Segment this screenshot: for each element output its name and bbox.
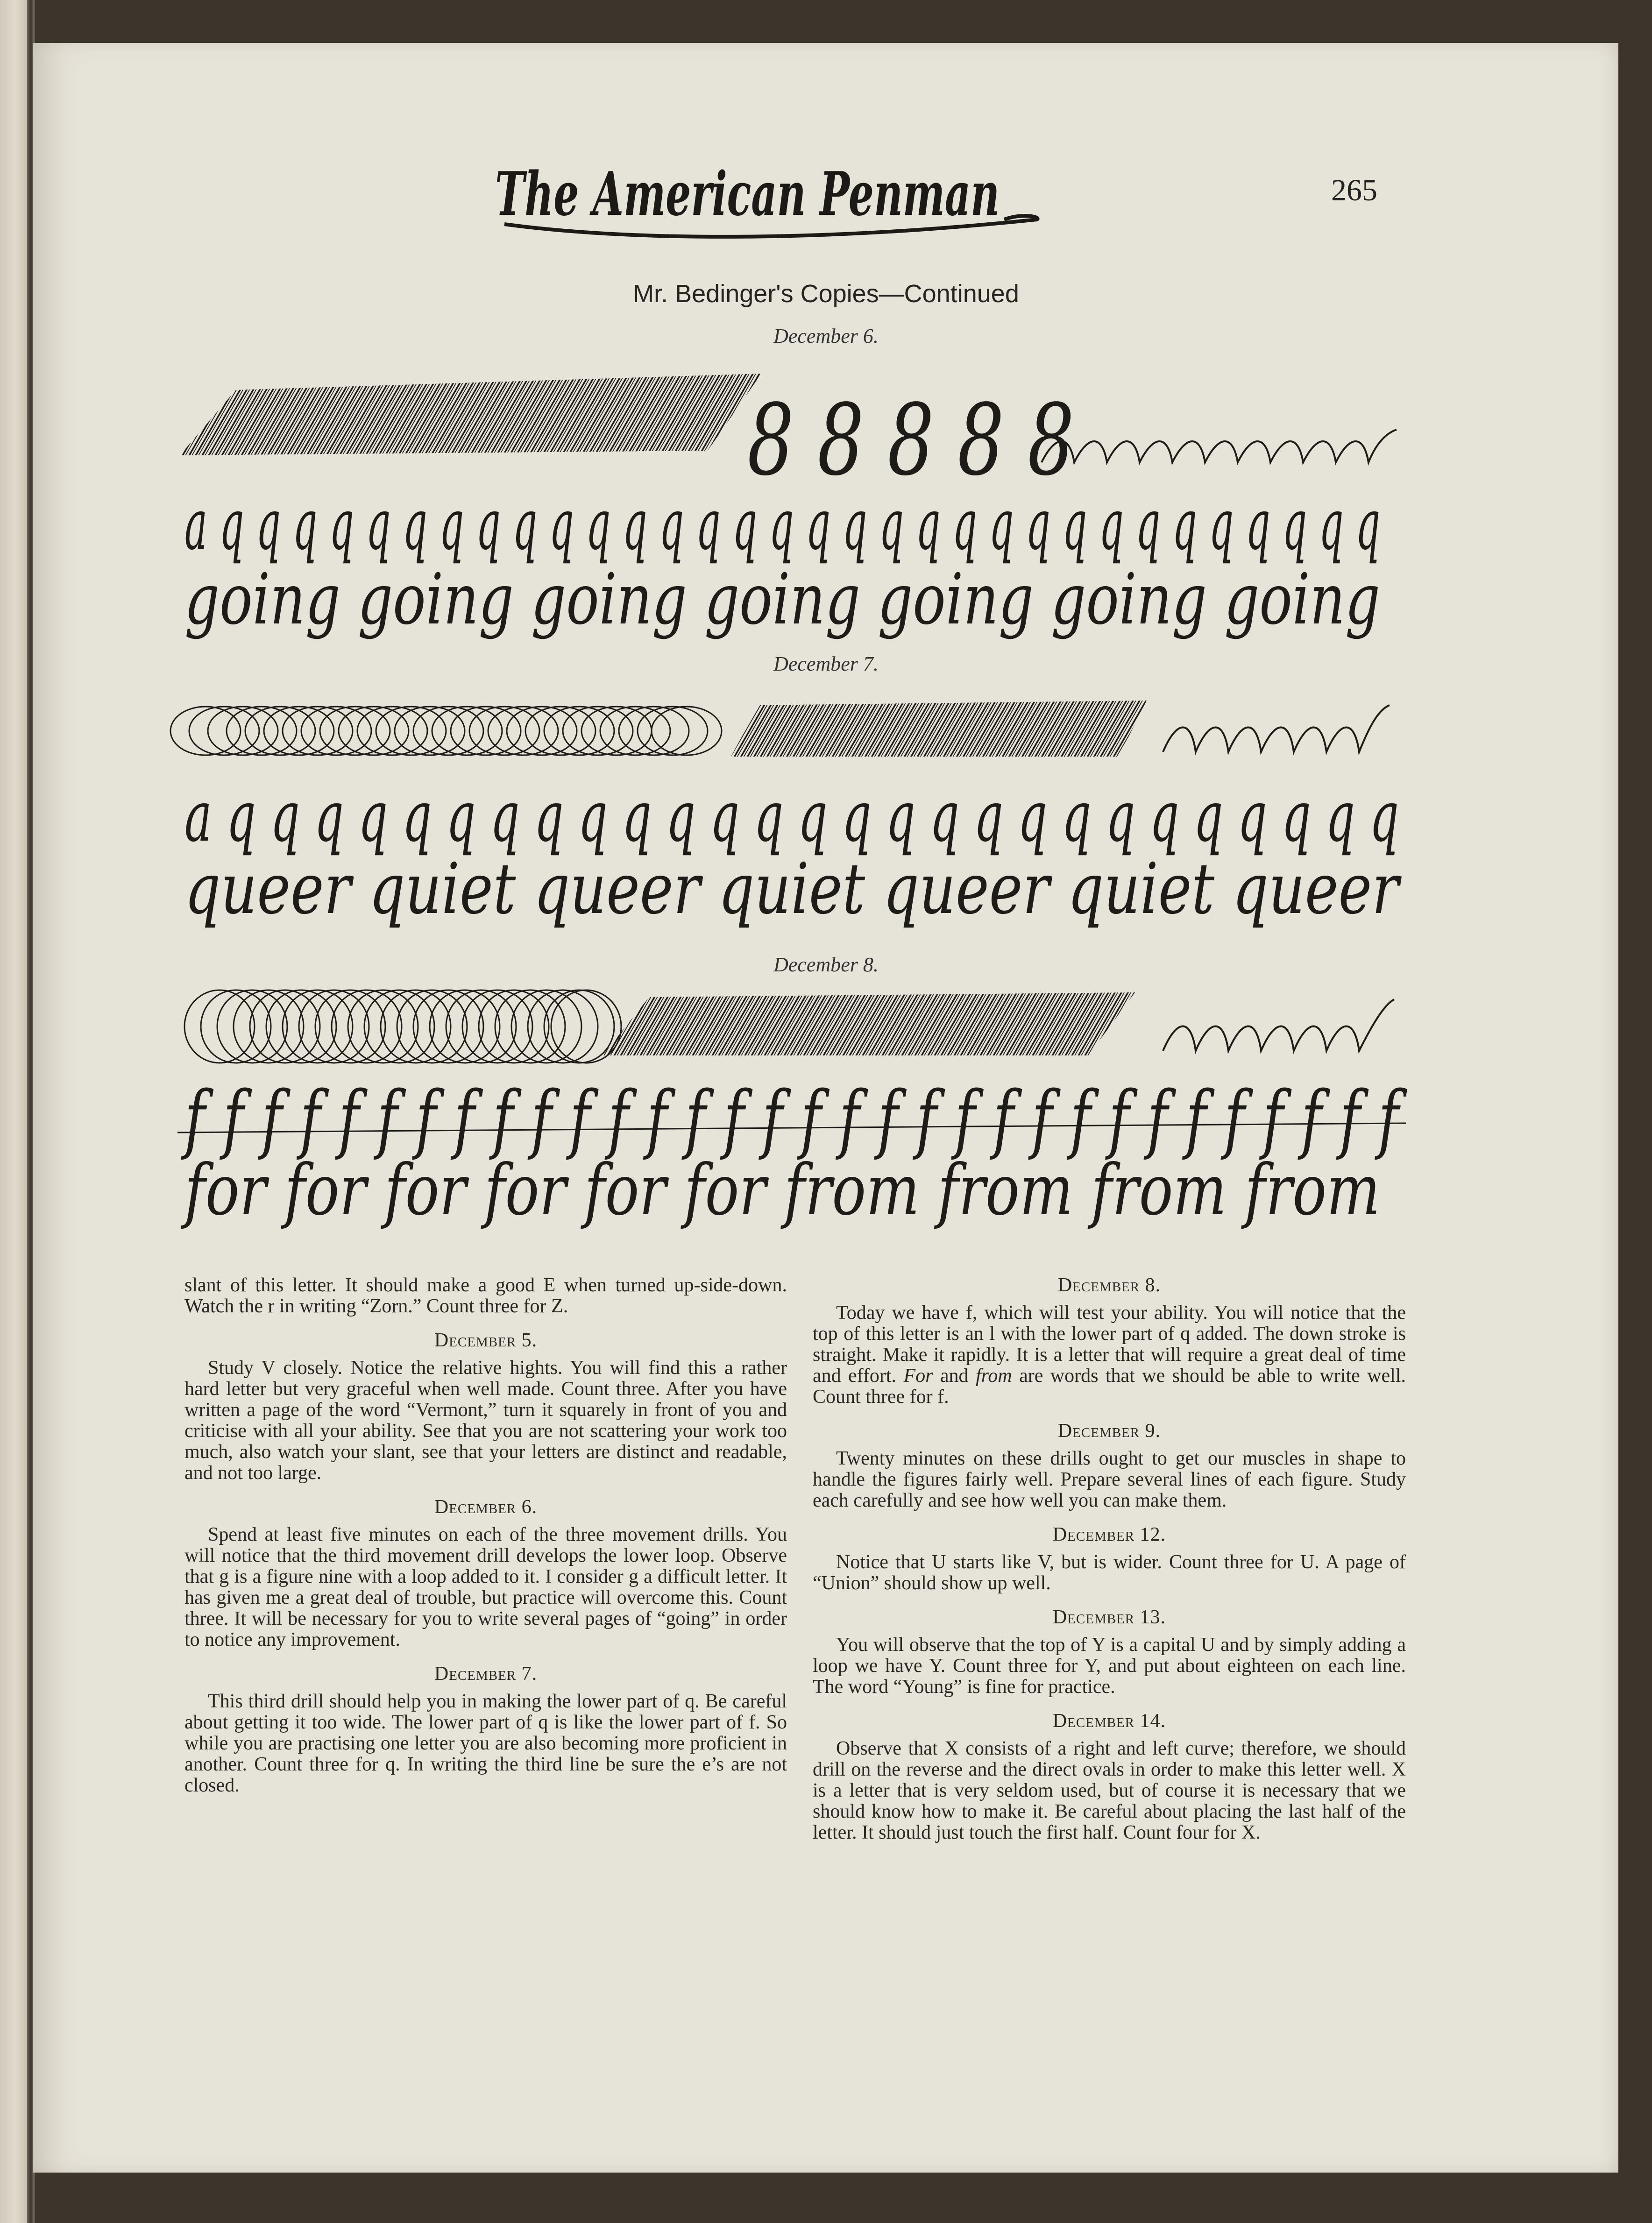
section-heading: December 8. bbox=[1057, 1274, 1161, 1296]
section-paragraph: Twenty minutes on these drills ought to get our muscles in shape to handle the figures fairly well. Prepare several lines of each figure. Study each carefully and see how well you can make them. bbox=[813, 1448, 1406, 1511]
page-number: 265 bbox=[1331, 173, 1377, 207]
section-paragraph: Observe that X consists of a right and left curve; therefore, we should drill on the reverse and the direct ovals in order to make this letter well. X is a letter that is very seldom used, but of course it is necessary that we should know how to make it. Be careful about placing the last half of the letter. It should just touch the first half. Count four for X. bbox=[813, 1738, 1406, 1843]
section-paragraph: You will observe that the top of Y is a capital U and by simply adding a loop we have Y. Count three for Y, and put about eighteen on each line. The word “Young” is fine for practice. bbox=[813, 1634, 1406, 1698]
dec6-drill-row bbox=[180, 374, 1397, 497]
dec6-figure-eights: 8 8 8 8 8 bbox=[747, 383, 1074, 497]
section-paragraph: Notice that U starts like V, but is wider. Count three for U. A page of “Union” should show up well. bbox=[813, 1551, 1406, 1594]
dec8-push-pull-drill bbox=[603, 992, 1135, 1055]
dec7-push-pull-drill bbox=[731, 701, 1147, 757]
dec6-line-g: a q q q q q q q q q q q q q q q q q q q q q q q q q q q q q q q q bbox=[184, 484, 1380, 566]
section-heading: December 14. bbox=[1052, 1710, 1166, 1732]
section-paragraph: Study V closely. Notice the relative hights. You will find this a rather hard letter but very graceful when well made. Count three. After you have written a page of the word “Vermont,” turn it squarely in front of you and criticise with all your ability. See that you are not scattering your work too much, also watch your slant, see that your letters are distinct and readable, and not too large. bbox=[184, 1357, 787, 1484]
dec8-loop-drill bbox=[1163, 999, 1394, 1051]
svg-text:The American Penman: The American Penman bbox=[495, 159, 1000, 229]
dec8-oval-drill bbox=[184, 990, 621, 1063]
dec6-line-going: going going going going going going going bbox=[184, 559, 1380, 640]
section-heading: December 13. bbox=[1052, 1607, 1166, 1628]
section-heading: December 6. bbox=[434, 1496, 538, 1518]
dec6-push-pull-drill bbox=[180, 374, 761, 455]
section-heading: December 5. bbox=[434, 1330, 538, 1351]
section-paragraph: This third drill should help you in making the lower part of q. Be careful about getting it too wide. The lower part of q is like the lower part of f. So while you are practising one letter you are also becoming more proficient in another. Count three for q. In writing the third line be sure the e’s are not closed. bbox=[184, 1691, 787, 1796]
continued-paragraph: slant of this letter. It should make a good E when turned up-side-down. Watch the r in writing “Zorn.” Count three for Z. bbox=[184, 1274, 787, 1317]
dec7-oval-drill bbox=[170, 707, 722, 755]
section-paragraph: Today we have f, which will test your ability. You will notice that the top of this letter is an l with the lower part of q added. The down stroke is straight. Make it rapidly. It is a letter that will require a great deal of time and effort. For and from are words that we should be able to write well. Count three for f. bbox=[813, 1302, 1406, 1408]
copy-date-2: December 7. bbox=[773, 652, 879, 675]
dec8-line-f: f f f f f f f f f f f f f f f f f f f f f f f f f f f f f f f f bbox=[181, 1075, 1407, 1162]
dec7-line-q: a q q q q q q q q q q q q q q q q q q q q q q q q q q q bbox=[184, 776, 1399, 857]
section-heading: December 7. bbox=[434, 1663, 538, 1685]
dec7-line-queer-quiet: queer quiet queer quiet queer quiet queer bbox=[184, 849, 1402, 930]
right-column bbox=[813, 1275, 1406, 1856]
dec7-drill-row bbox=[170, 701, 1390, 757]
section-heading: December 12. bbox=[1052, 1524, 1166, 1545]
dec8-drill-row bbox=[184, 990, 1394, 1063]
dec8-line-for-from: for for for for for for from from from from bbox=[180, 1150, 1381, 1231]
section-title: Mr. Bedinger's Copies—Continued bbox=[633, 280, 1019, 308]
left-column bbox=[184, 1275, 787, 1809]
copy-date-1: December 6. bbox=[773, 325, 879, 347]
dec6-loop-drill bbox=[1042, 430, 1397, 462]
dec7-loop-drill bbox=[1163, 705, 1390, 752]
section-heading: December 9. bbox=[1057, 1420, 1161, 1442]
section-paragraph: Spend at least five minutes on each of the three movement drills. You will notice that the third movement drill develops the lower loop. Observe that g is a figure nine with a loop added to it. I consider g a difficult letter. It has given me a great deal of trouble, but practice will overcome this. Count three. It will be necessary for you to write several pages of “going” in order to notice any improvement. bbox=[184, 1524, 787, 1650]
copy-date-3: December 8. bbox=[773, 953, 879, 976]
